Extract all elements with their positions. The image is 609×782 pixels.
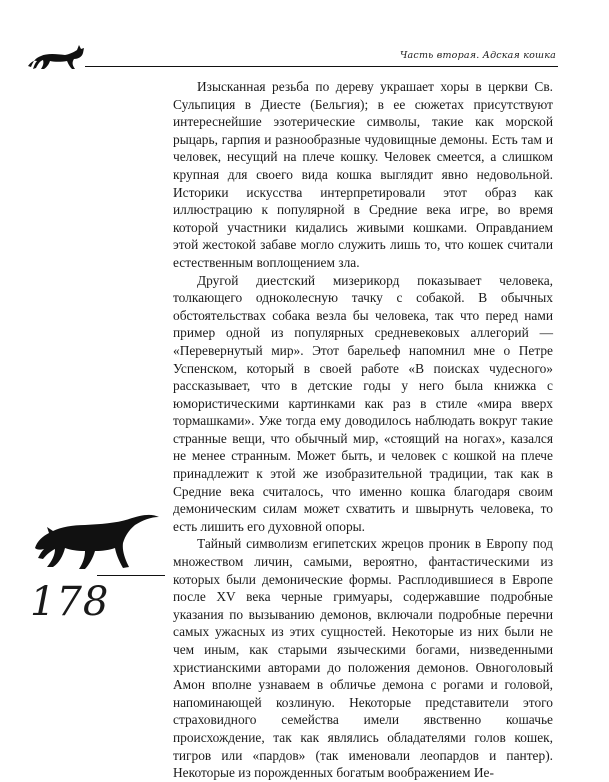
walking-cat-icon <box>25 42 87 72</box>
running-title: Часть вторая. Адская кошка <box>400 50 556 61</box>
paragraph: Другой диестский мизерикорд показывает человека, толкающего одноколесную тачку с собакой. В обычных обстоятельствах собака везла бы человека, так что перед нами пример одной из популярных средневековых аллегорий — «Перевернутый мир». Этот барельеф напомнил мне о Петре Успенском, который в своей работе «В поисках чудесного» рассказывает, что в детские годы у него была книжка с юмористическими картинками как раз в стиле «мира вверх тормашками». Уже тогда ему доводилось наблюдать вокруг такие странные вещи, что обычный мир, «стоящий на ногах», казался не менее странным. Может быть, и человек с кошкой на плече принадлежит к этой же изобразительной традиции, так как в Средние века считалось, что именно кошка благодаря своим демоническим силам может схватить и швырнуть человека, то есть лишить его духовной опоры. <box>173 272 553 534</box>
paragraph: Тайный символизм египетских жрецов проник в Европу под множеством личин, самыми, вероятно, фантастическими из которых были демонические формы. Расплодившиеся в Европе после XV века черные гримуары, содержавшие подробные указания по вызыванию демонов, включали подробные перечни самых ужасных из этих сущностей. Некоторые из них были не чем иным, как старыми языческими богами, низведенными христианскими авторами до положения демонов. Овноголовый Амон вполне узнаваем в обличье демона с рогами и головой, напоминающей козлиную. Некоторые представители этого страховидного семейства имели явственно кошачье происхождение, так как являлись обладателями голов кошек, тигров или «пардов» (так именовали леопардов и пантер). Некоторые из порожденных богатым воображением Ие- <box>173 536 553 781</box>
page-number: 178 <box>30 579 110 625</box>
running-header <box>25 42 558 76</box>
paragraph: Изысканная резьба по дереву украшает хоры в церкви Св. Сульпиция в Диесте (Бельгия); в ее сюжетах присутствуют интереснейшие эзотерические символы, такие как морской рыцарь, гарпия и разнообразные чудовищные демоны. Есть там и человек, несущий на плече кошку. Человек смеется, а слишком крупная для своего вида кошка выглядит явно недовольной. Историки искусства интерпретировали этот образ как иллюстрацию к популярной в Средние века игре, во время которой участники кидались живыми кошками. Оправданием этой жестокой забаве могло служить лишь то, что кошек считали естественным воплощением зла. <box>173 79 553 270</box>
footer-rule <box>97 575 165 576</box>
body-text <box>173 78 553 782</box>
header-rule <box>85 66 558 67</box>
